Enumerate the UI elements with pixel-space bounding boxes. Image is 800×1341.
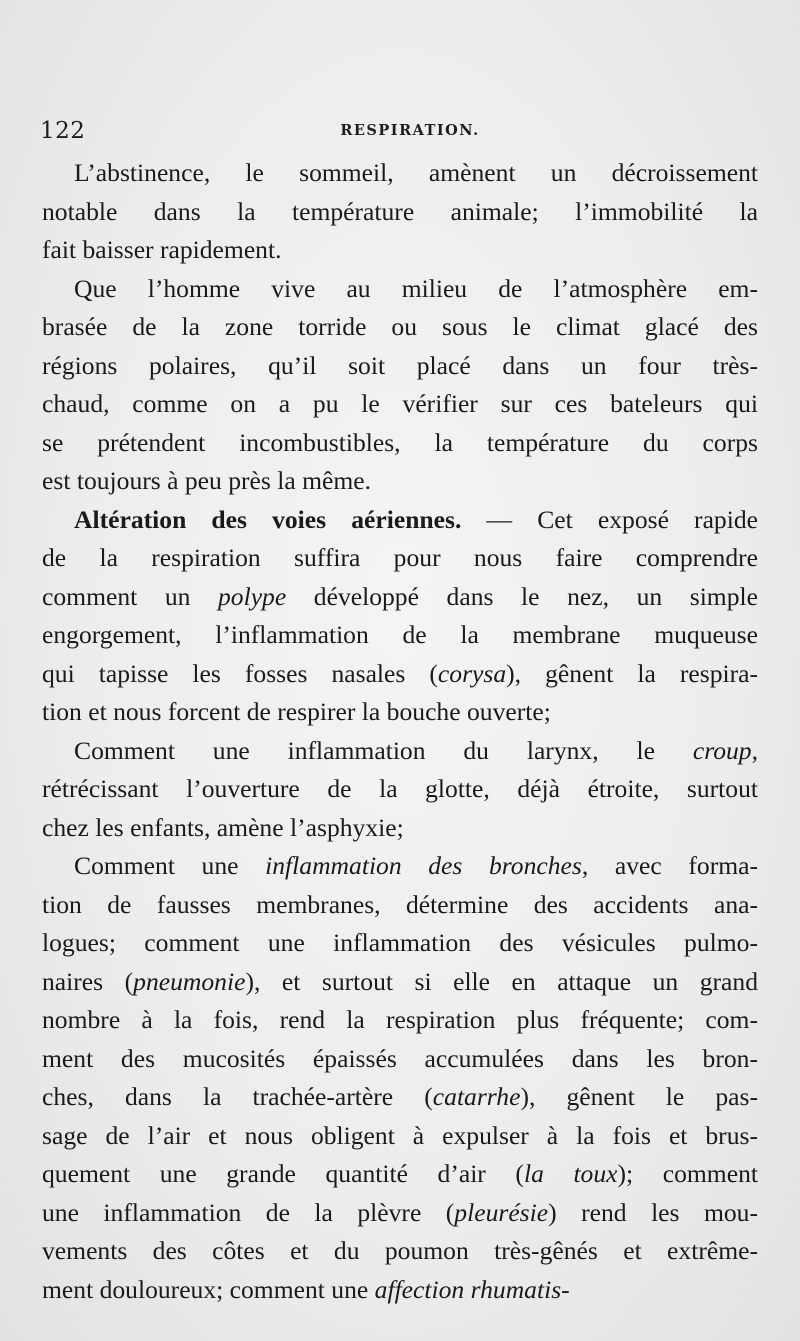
body-text (42, 154, 758, 1309)
italic-term: polype (217, 581, 287, 611)
text-run: tion de fausses membranes, détermine des accidents ana- (42, 889, 758, 919)
paragraph (42, 270, 758, 501)
text-run: tion et nous forcent de respirer la bouche ouverte; (42, 697, 551, 726)
text-run: régions polaires, qu’il soit placé dans un four très- (42, 350, 758, 380)
paragraph (42, 847, 758, 1309)
text-run: nombre à la fois, rend la respiration plus fréquente; com- (42, 1005, 758, 1034)
text-line (42, 1001, 758, 1040)
text-run: ), gênent la respira- (506, 658, 759, 688)
text-run: ment douloureux; comment une (42, 1274, 375, 1304)
text-run: sage de l’air et nous obligent à expulser à la fois et brus- (42, 1120, 758, 1150)
italic-term: affection rhumatis- (374, 1274, 570, 1304)
paragraph (42, 732, 758, 848)
text-line (42, 847, 758, 886)
text-run: est toujours à peu près la même. (42, 466, 372, 495)
text-line (42, 154, 758, 193)
text-line (42, 1155, 758, 1194)
text-run: comment un (42, 581, 218, 611)
text-run: se prétendent incombustibles, la température du corps (42, 427, 758, 457)
text-line (42, 501, 758, 540)
text-run: , avec forma- (581, 851, 759, 880)
text-run: ), et surtout si elle en attaque un grand (245, 966, 758, 996)
text-run: notable dans la température animale; l’immobilité la (42, 196, 758, 226)
text-line (42, 308, 758, 347)
text-line (42, 385, 758, 424)
text-run: — Cet exposé rapide (461, 504, 758, 534)
text-line (42, 963, 758, 1002)
italic-term: corysa (437, 658, 507, 688)
text-run: vements des côtes et du poumon très-gênés et extrême- (42, 1236, 758, 1265)
text-run: ), gênent le pas- (520, 1082, 758, 1111)
text-line (42, 770, 758, 809)
text-line (42, 924, 758, 963)
italic-term: pleurésie (454, 1197, 549, 1227)
text-line (42, 1194, 758, 1233)
text-run: développé dans le nez, un simple (286, 581, 758, 611)
text-run: ches, dans la trachée-artère ( (42, 1082, 433, 1111)
text-run: quement une grande quantité d’air ( (42, 1159, 524, 1188)
italic-term: la toux (523, 1159, 618, 1188)
text-line (42, 1078, 758, 1117)
italic-term: pneumonie (133, 966, 246, 996)
text-run: L’abstinence, le sommeil, amènent un décroissement (74, 158, 758, 187)
italic-term: croup, (692, 735, 758, 765)
text-line (42, 347, 758, 386)
text-run: naires ( (42, 966, 134, 996)
bold-heading-text: Altération des voies aériennes. (74, 504, 462, 534)
text-line (42, 655, 758, 694)
italic-term: catarrhe (432, 1082, 521, 1111)
text-line (42, 578, 758, 617)
text-run: brasée de la zone torride ou sous le climat glacé des (42, 312, 758, 341)
text-run: fait baisser rapidement. (42, 235, 282, 264)
text-line (42, 1232, 758, 1271)
text-run: de la respiration suffira pour nous faire comprendre (42, 543, 758, 572)
text-line (42, 193, 758, 232)
text-line (42, 1040, 758, 1079)
page-header (40, 118, 760, 144)
text-run: ) rend les mou- (548, 1197, 758, 1227)
italic-term: inflammation des bronches (265, 851, 582, 880)
text-line (42, 231, 758, 270)
text-run: Comment une inflammation du larynx, le (74, 735, 693, 765)
paragraph (42, 154, 758, 270)
text-run: une inflammation de la plèvre ( (42, 1197, 455, 1227)
text-run: qui tapisse les fosses nasales ( (42, 658, 438, 688)
page-number: 122 (40, 118, 86, 144)
text-line (42, 462, 758, 501)
text-run: ); comment (617, 1159, 758, 1188)
text-run: chaud, comme on a pu le vérifier sur ces bateleurs qui (42, 389, 758, 418)
text-run: ment des mucosités épaissés accumulées dans les bron- (42, 1043, 758, 1073)
text-line (42, 693, 758, 732)
text-line (42, 1117, 758, 1156)
text-run: chez les enfants, amène l’asphyxie; (42, 812, 404, 842)
running-head: RESPIRATION. (340, 122, 480, 139)
text-line (42, 616, 758, 655)
text-line (42, 732, 758, 771)
text-run: engorgement, l’inflammation de la membrane muqueuse (42, 620, 758, 649)
text-line (42, 424, 758, 463)
text-line (42, 809, 758, 848)
text-run: rétrécissant l’ouverture de la glotte, déjà étroite, surtout (42, 774, 758, 803)
text-line (42, 886, 758, 925)
text-line (42, 539, 758, 578)
text-run: Que l’homme vive au milieu de l’atmosphère em- (74, 273, 758, 303)
text-run: Comment une (74, 851, 266, 880)
paragraph (42, 501, 758, 732)
text-run: logues; comment une inflammation des vésicules pulmo- (42, 928, 758, 957)
text-line (42, 1271, 758, 1310)
text-line (42, 270, 758, 309)
